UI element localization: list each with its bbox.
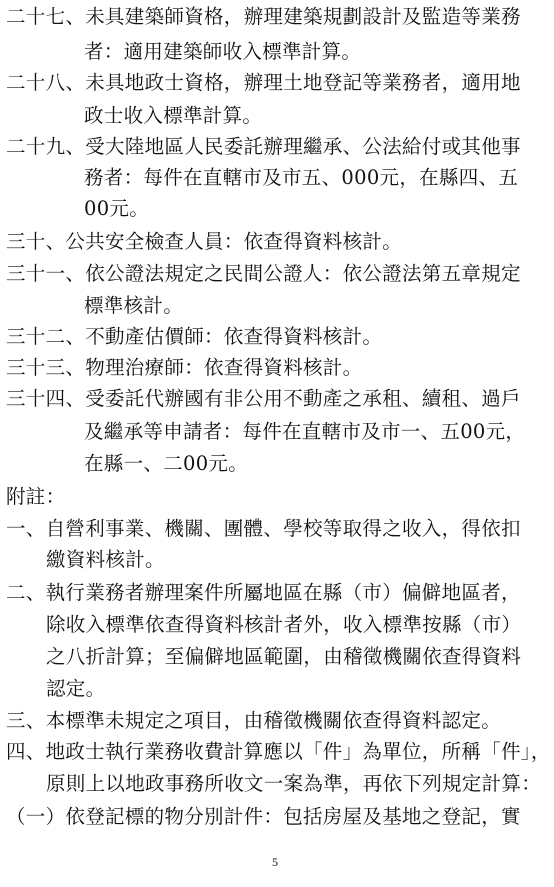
- line-28-a: 二十八、未具地政士資格，辦理土地登記等業務者，適用地: [6, 71, 521, 94]
- line-28-b: 政士收入標準計算。: [84, 104, 263, 127]
- line-31-b: 標準核計。: [84, 294, 184, 317]
- line-31-a: 三十一、依公證法規定之民間公證人：依公證法第五章規定: [6, 262, 521, 285]
- note-4-b: 原則上以地政事務所收文一案為準，再依下列規定計算：: [46, 772, 542, 795]
- note-1-a: 一、自營利事業、機關、團體、學校等取得之收入，得依扣: [6, 517, 521, 540]
- note-4-c: （一）依登記標的物分別計件：包括房屋及基地之登記，實: [6, 805, 521, 828]
- line-27-a: 二十七、未具建築師資格，辦理建築規劃設計及監造等業務: [6, 5, 521, 28]
- line-27-b: 者：適用建築師收入標準計算。: [84, 40, 362, 63]
- page-number: 5: [272, 855, 278, 869]
- line-30: 三十、公共安全檢查人員：依查得資料核計。: [6, 230, 403, 253]
- note-2-b: 除收入標準依查得資料核計者外，收入標準按縣（市）: [46, 613, 522, 636]
- note-2-c: 之八折計算；至偏僻地區範圍，由稽徵機關依查得資料: [46, 645, 522, 668]
- line-34-b: 及繼承等申請者：每件在直轄市及市一、五00元，: [84, 420, 526, 443]
- line-34-c: 在縣一、二00元。: [84, 452, 249, 475]
- note-2-d: 認定。: [46, 677, 106, 700]
- note-4-a: 四、地政士執行業務收費計算應以「件」為單位，所稱「件」，: [6, 740, 551, 763]
- note-2-a: 二、執行業務者辦理案件所屬地區在縣（市）偏僻地區者，: [6, 581, 521, 604]
- line-29-c: 00元。: [84, 197, 150, 220]
- note-3: 三、本標準未規定之項目，由稽徵機關依查得資料認定。: [6, 709, 502, 732]
- note-1-b: 繳資料核計。: [46, 548, 165, 571]
- line-29-a: 二十九、受大陸地區人民委託辦理繼承、公法給付或其他事: [6, 135, 521, 158]
- line-34-a: 三十四、受委託代辦國有非公用不動產之承租、續租、過戶: [6, 387, 521, 410]
- line-29-b: 務者：每件在直轄市及市五、000元，在縣四、五: [84, 166, 519, 189]
- notes-heading: 附註：: [6, 485, 66, 508]
- line-33: 三十三、物理治療師：依查得資料核計。: [6, 356, 363, 379]
- line-32: 三十二、不動產估價師：依查得資料核計。: [6, 325, 383, 348]
